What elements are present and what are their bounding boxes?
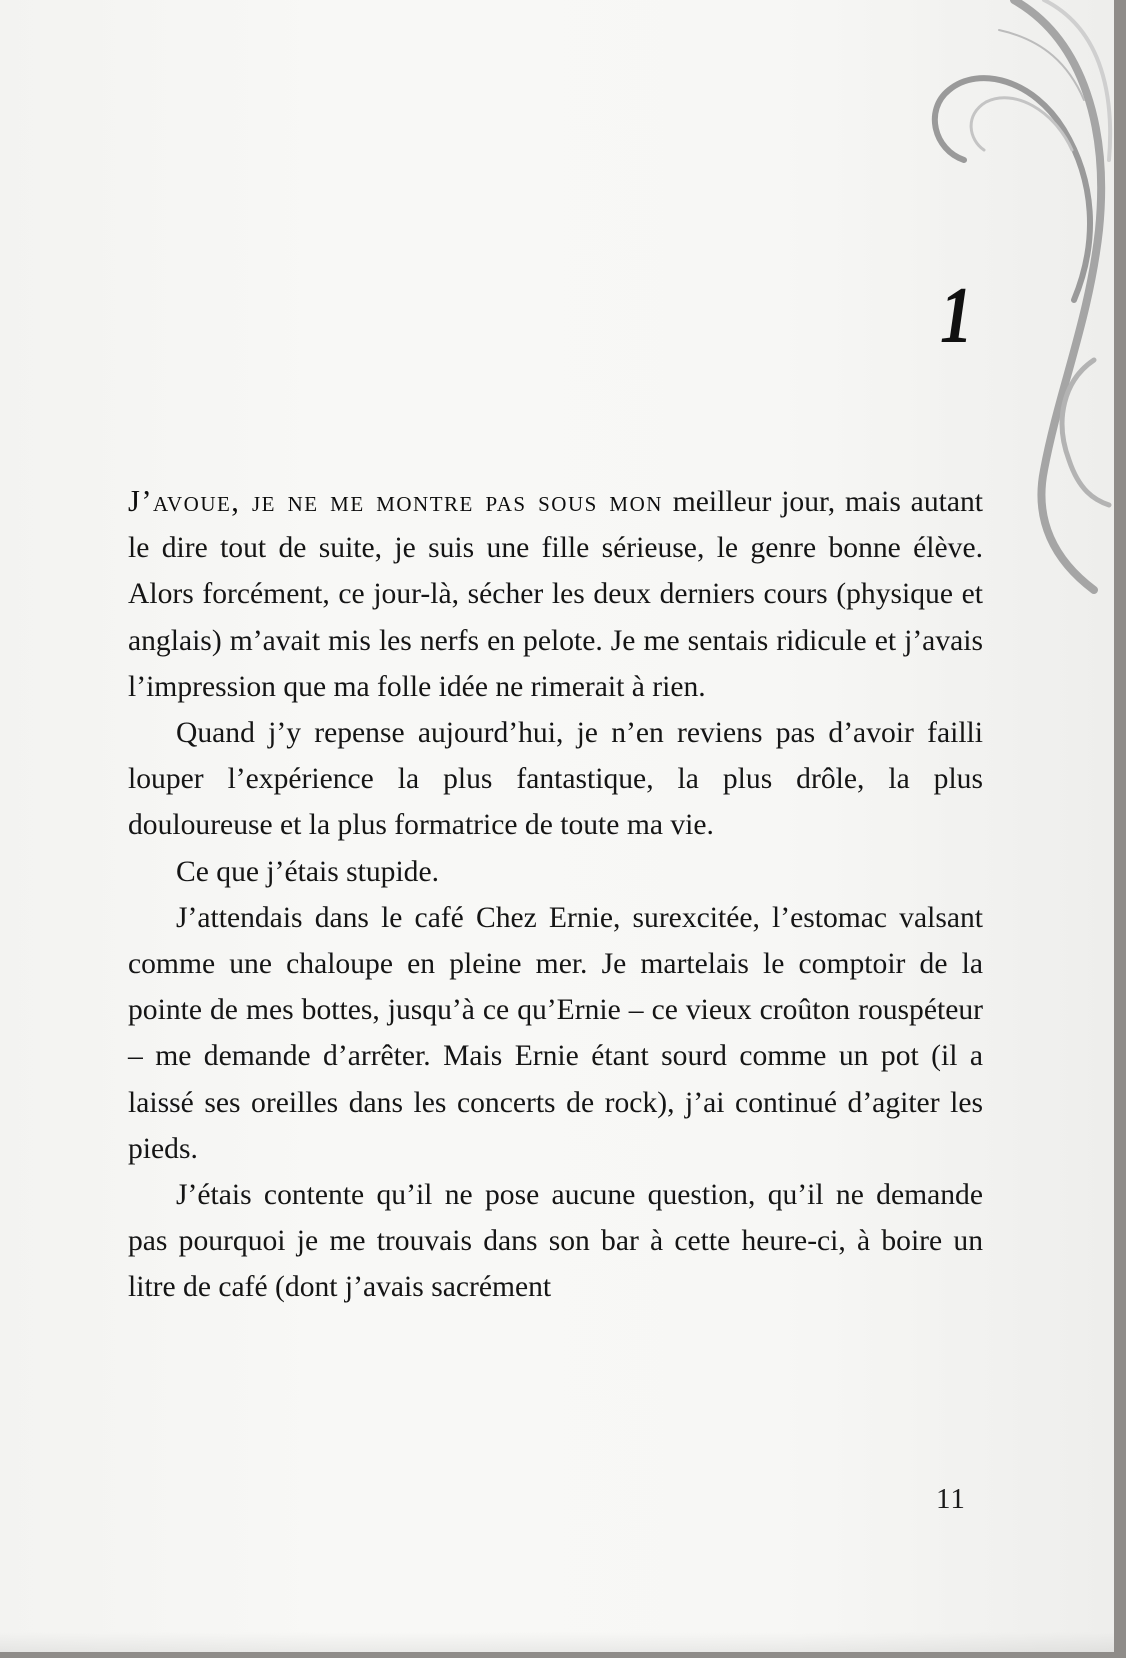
page-number: 11 xyxy=(936,1483,966,1515)
paragraph-1-text: meilleur jour, mais autant le dire tout de suite, je suis une fille sérieuse, le genre bonne élève. Alors forcément, ce jour-là, sécher les deux derniers cours (physique et anglais) m’avait mis les nerfs en pelote. Je me sentais ridicule et j’avais l’impression que ma folle idée ne rimerait à rien. xyxy=(128,486,983,703)
paragraph-5: J’étais contente qu’il ne pose aucune question, qu’il ne demande pas pourquoi je me trouvais dans son bar à cette heure-ci, à boire un litre de café (dont j’avais sacrément xyxy=(128,1179,983,1304)
chapter-number: 1 xyxy=(940,272,973,360)
paragraph-1 xyxy=(128,478,983,710)
paragraph-2: Quand j’y repense aujourd’hui, je n’en reviens pas d’avoir failli louper l’expérience la plus fantastique, la plus drôle, la plus douloureuse et la plus formatrice de toute ma vie. xyxy=(128,717,983,842)
page-edge-shadow xyxy=(0,1632,1114,1652)
paragraph-3: Ce que j’étais stupide. xyxy=(176,855,439,888)
chapter-body xyxy=(128,478,983,1311)
flourish-swirl-top xyxy=(935,78,1090,300)
paragraph-4: J’attendais dans le café Chez Ernie, surexcitée, l’estomac valsant comme une chaloupe en pleine mer. Je martelais le comptoir de la pointe de mes bottes, jusqu’à ce qu’Ernie – ce vieux croûton rouspéteur – me demande d’arrêter. Mais Ernie étant sourd comme un pot (il a laissé ses oreilles dans les concerts de rock), j’ai continué d’agiter les pieds. xyxy=(128,901,983,1165)
opening-small-caps: J’avoue, je ne me montre pas sous mon xyxy=(128,484,663,518)
flourish-swirl-inner xyxy=(971,98,1072,150)
